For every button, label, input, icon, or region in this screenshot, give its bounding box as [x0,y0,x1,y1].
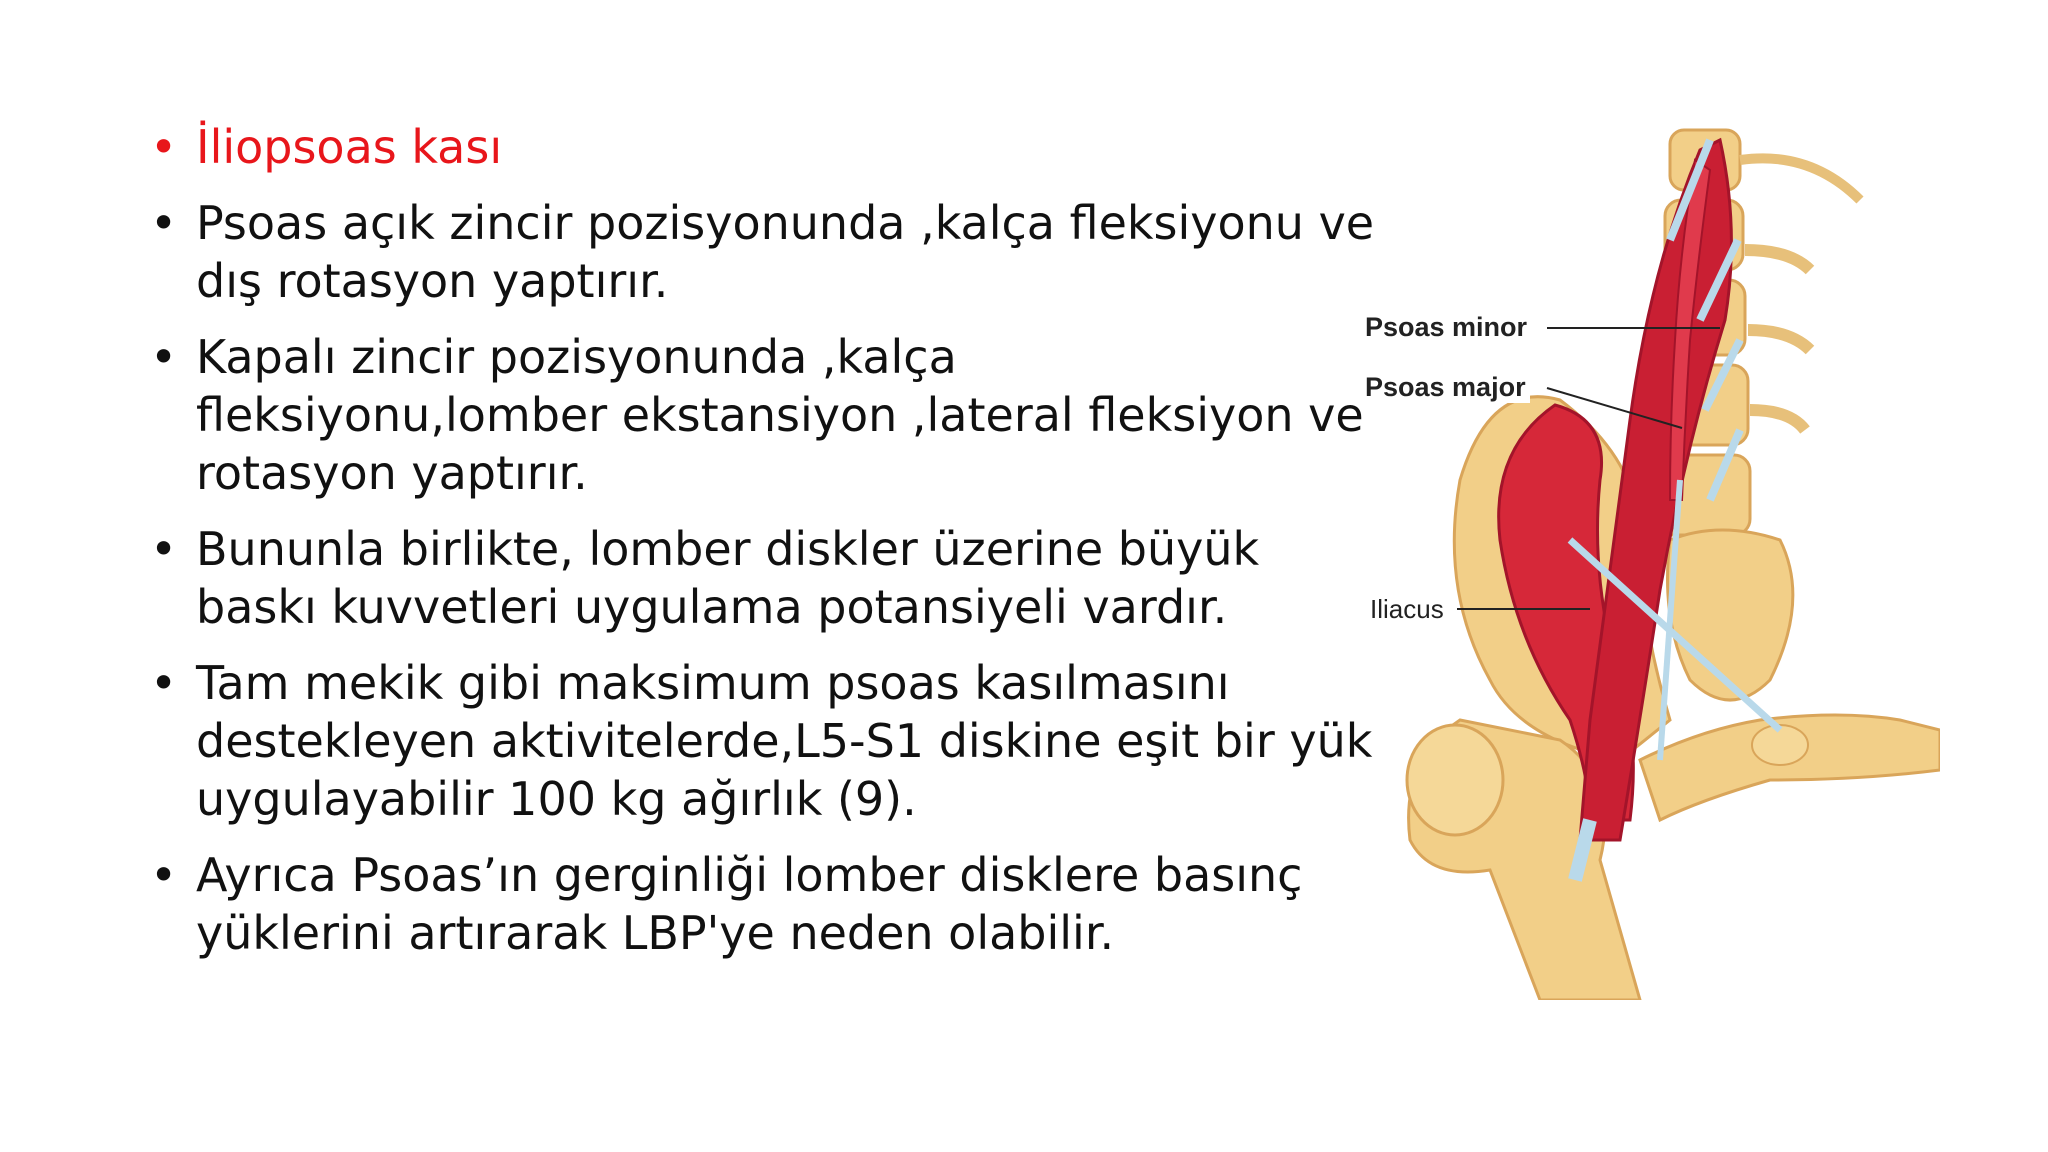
bullet-text: Kapalı zincir pozisyonunda ,kalça fleksiyonu,lomber ekstansiyon ,lateral fleksiyon ve rotasyon yaptırır. [196,330,1364,500]
label-psoas-major: Psoas major [1365,372,1530,403]
bullet-text: İliopsoas kası [196,120,503,174]
bullet-item [150,520,1380,636]
bullet-list [150,118,1380,980]
iliopsoas-anatomy-figure [1340,120,1940,1000]
bullet-text: Ayrıca Psoas’ın gerginliği lomber disklere basınç yüklerini artırarak LBP'ye neden olabilir. [196,848,1303,960]
bullet-text: Psoas açık zincir pozisyonunda ,kalça fleksiyonu ve dış rotasyon yaptırır. [196,196,1375,308]
bullet-marker: • [150,330,178,384]
bullet-marker: • [150,656,178,710]
bullet-item [150,328,1380,502]
bullet-marker: • [150,120,178,174]
label-iliacus: Iliacus [1370,594,1448,625]
bullet-marker: • [150,848,178,902]
label-psoas-minor: Psoas minor [1365,312,1531,343]
bullet-item [150,846,1380,962]
bullet-text: Bununla birlikte, lomber diskler üzerine büyük baskı kuvvetleri uygulama potansiyeli vardır. [196,522,1260,634]
bullet-item-title [150,118,1380,176]
bullet-text: Tam mekik gibi maksimum psoas kasılmasını destekleyen aktivitelerde,L5-S1 diskine eşit bir yük uygulayabilir 100 kg ağırlık (9). [196,656,1373,826]
bullet-marker: • [150,522,178,576]
bullet-marker: • [150,196,178,250]
bullet-item [150,654,1380,828]
bullet-item [150,194,1380,310]
